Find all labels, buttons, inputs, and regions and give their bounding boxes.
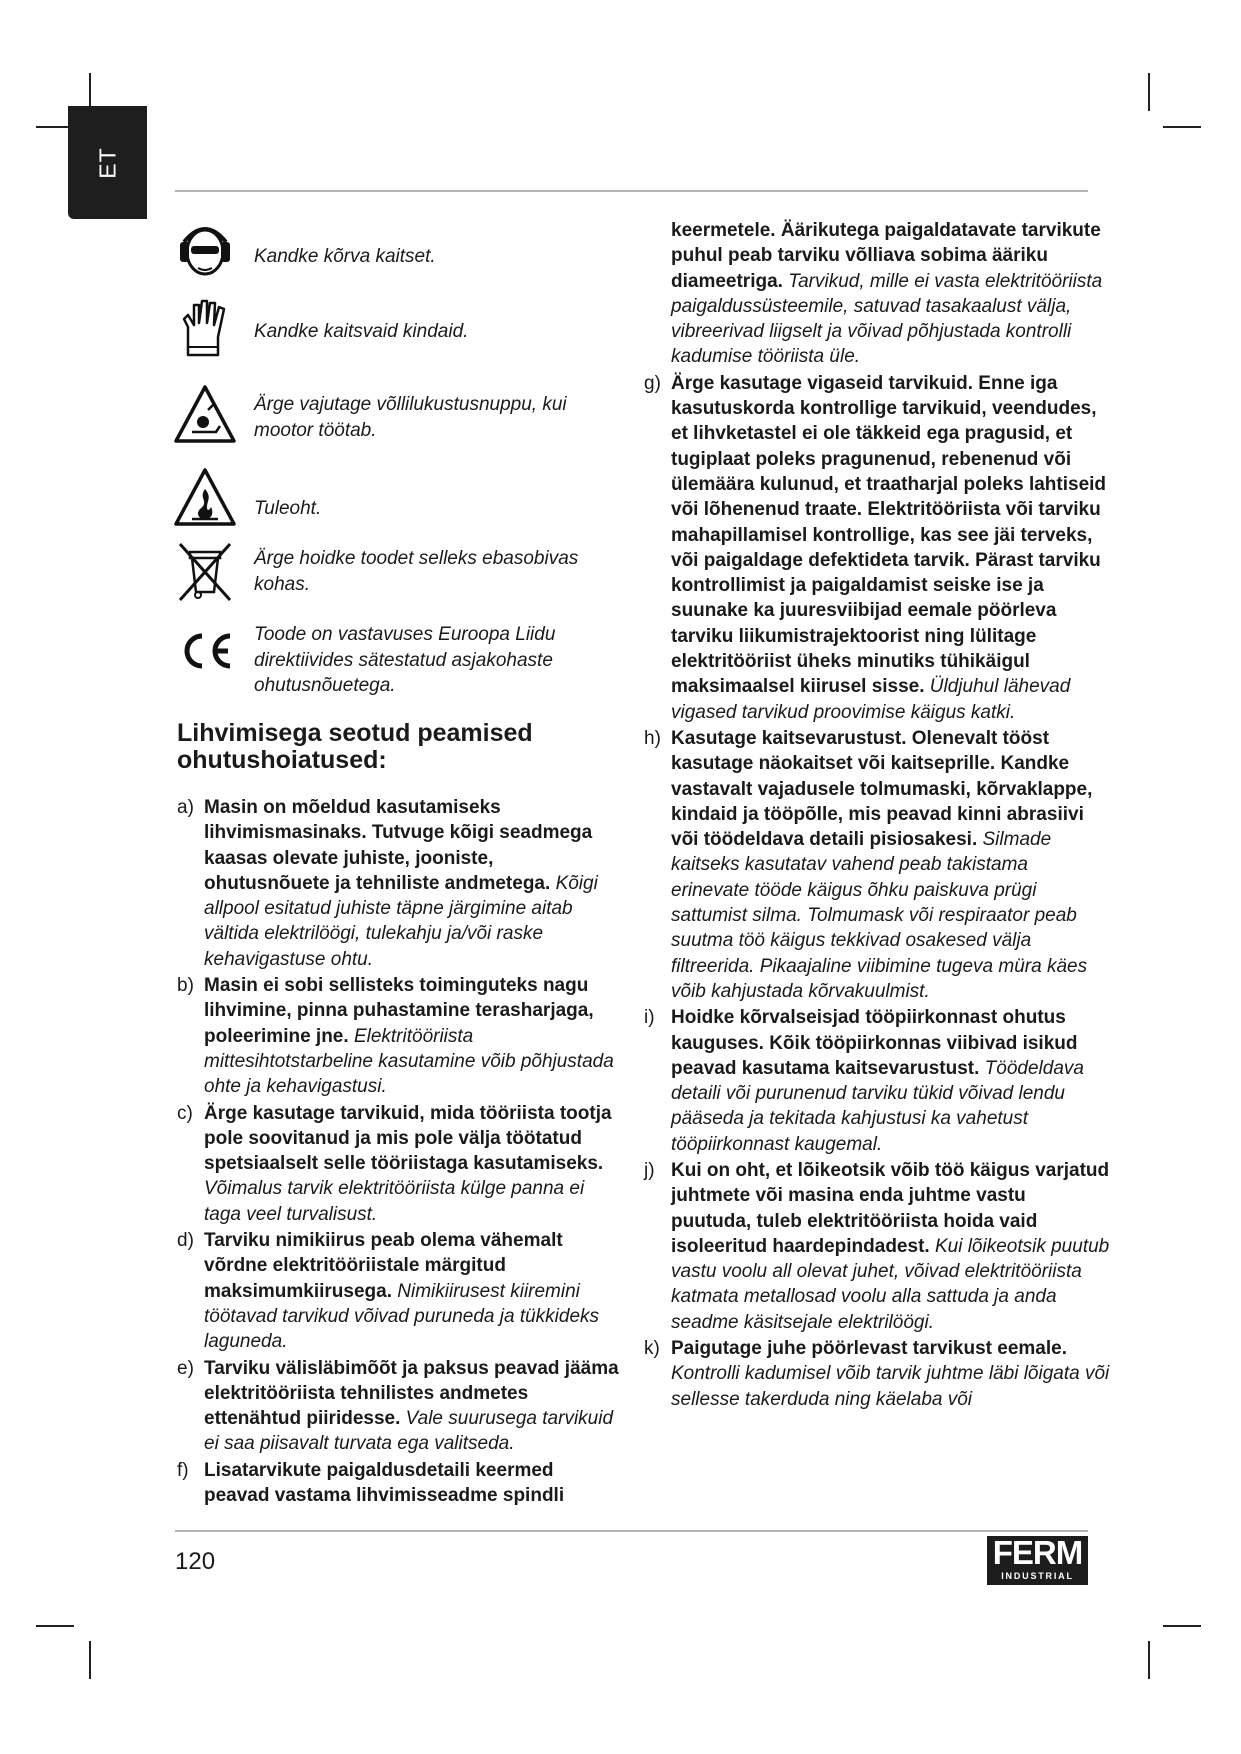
item-label: i) bbox=[644, 1007, 655, 1029]
item-label: c) bbox=[177, 1102, 193, 1124]
item-label: j) bbox=[644, 1159, 655, 1181]
fire-hazard-icon bbox=[174, 467, 236, 529]
icon-caption: Ärge hoidke toodet selleks ebasobivas kohas. bbox=[254, 548, 579, 595]
item-bold: Ärge kasutage tarvikuid, mida tööriista tootja pole soovitanud ja mis pole välja töötatud spetsiaalselt selle tööriistaga kasutamiseks. bbox=[204, 1102, 612, 1175]
left-column bbox=[177, 795, 624, 1508]
item-bold: Masin on mõeldud kasutamiseks lihvimismasinaks. Tutvuge kõigi seadmega kaasas olevate juhiste, jooniste, ohutusnõuete ja tehniliste andmetega. bbox=[204, 797, 593, 894]
item-label: d) bbox=[177, 1230, 194, 1252]
item-label: a) bbox=[177, 797, 194, 818]
crop-mark bbox=[89, 1641, 91, 1679]
item-italic: Elektritööriista mittesihtotstarbeline kasutamine võib põhjustada ohte ja kehavigastusi. bbox=[204, 1025, 614, 1098]
item-italic: Silmade kaitseks kasutatav vahend peab takistama erinevate tööde käigus õhku paiskuva prügi sattumist silma. Tolmumask või respiraator peab suutma töö käigus tekkivad osakesed välja filtreerida. Pikaajaline viibimine tugeva müra käes võib kahjustada kõrvakuulmist. bbox=[671, 829, 1088, 1002]
language-code: ET bbox=[94, 146, 120, 179]
crop-mark bbox=[1148, 1641, 1150, 1679]
item-italic: Töödeldava detaili või purunenud tarviku tükid võivad lendu pääseda ja tekitada kahjustusi ka vahetust tööpiirkonnast kaugemal. bbox=[671, 1057, 1084, 1155]
list-item bbox=[644, 1005, 1111, 1157]
icon-caption: Tuleoht. bbox=[254, 498, 322, 519]
item-label: b) bbox=[177, 975, 194, 997]
page-number: 120 bbox=[175, 1548, 216, 1575]
item-label: g) bbox=[644, 372, 661, 394]
header-rule bbox=[175, 190, 1088, 192]
list-item bbox=[177, 1101, 624, 1227]
list-item bbox=[177, 973, 624, 1099]
list-item bbox=[644, 1158, 1111, 1335]
ear-protection-icon bbox=[174, 222, 236, 284]
item-bold: Kasutage kaitsevarustust. Olenevalt tööst kasutage näokaitset või kaitseprille. Kandke vastavalt vajadusele tolmumaski, kõrvaklappe, kindaid ja tööpõlle, mis peavad kinni abrasiivi või töödeldava detaili pisiosakesi. bbox=[671, 727, 1093, 851]
item-bold: Ärge kasutage vigaseid tarvikuid. Enne iga kasutuskorda kontrollige tarvikuid, veendudes, et lihvketastel ei ole täkkeid ega pragusid, et tugiplaat poleks pragunenud, rebenenud või ülemäära kulunud, et traatharjal poleks lahtiseid või lõhenenud traate. Elektritööriista või tarviku mahapillamisel kontrollige, kas see jäi terveks, või paigaldage defektideta tarvik. Pärast tarviku kontrollimist ja paigaldamist seiske ise ja suunake ka juuresviibijad eemale pöörleva tarviku liikumistrajektoorist ning lülitage elektritööriist üheks minutiks tühikäigul maksimaalsel kiirusel sisse. bbox=[671, 372, 1107, 698]
list-item bbox=[644, 726, 1111, 1004]
icon-caption: Kandke kõrva kaitset. bbox=[254, 246, 436, 267]
icon-caption: Ärge vajutage võllilukustusnuppu, kui mootor töötab. bbox=[254, 394, 567, 441]
language-tab bbox=[68, 106, 147, 219]
icon-caption: Toode on vastavuses Euroopa Liidu direktiivides sätestatud asjakohaste ohutusnõuetega. bbox=[254, 624, 556, 696]
item-label: k) bbox=[644, 1338, 660, 1360]
right-column bbox=[644, 218, 1111, 1412]
crop-mark bbox=[1163, 126, 1201, 128]
item-bold: Kui on oht, et lõikeotsik võib töö käigus varjatud juhtmete või masina enda juhtme vastu puutuda, tuleb elektritööriista hoida vaid isoleeritud haardepindadest. bbox=[671, 1159, 1110, 1257]
icon-caption: Kandke kaitsvaid kindaid. bbox=[254, 321, 469, 342]
spindle-lock-warning-icon bbox=[174, 384, 236, 446]
list-item bbox=[644, 371, 1111, 725]
item-label: f) bbox=[177, 1459, 189, 1481]
item-label: h) bbox=[644, 727, 661, 749]
item-bold: Tarviku nimikiirus peab olema vähemalt võrdne elektritööriistale märgitud maksimumkiirusega. bbox=[204, 1230, 563, 1302]
list-item bbox=[177, 1458, 624, 1509]
list-item bbox=[644, 1336, 1111, 1412]
item-bold: Paigutage juhe pöörlevast tarvikust eemale. bbox=[671, 1338, 1067, 1360]
item-italic: Üldjuhul lähevad vigased tarvikud proovimise käigus katki. bbox=[671, 676, 1071, 723]
item-bold: Lisatarvikute paigaldusdetaili keermed peavad vastama lihvimisseadme spindli bbox=[204, 1459, 565, 1507]
list-item bbox=[177, 1356, 624, 1457]
item-italic: Vale suurusega tarvikuid ei saa piisavalt turvata ega valitseda. bbox=[204, 1408, 614, 1455]
item-bold: keermetele. Äärikutega paigaldatavate tarvikute puhul peab tarviku võlliava sobima ääriku diameetriga. bbox=[671, 220, 1101, 292]
item-bold: Masin ei sobi sellisteks toiminguteks nagu lihvimine, pinna puhastamine terasharjaga, poleerimine jne. bbox=[204, 975, 594, 1047]
wheelie-bin-crossed-icon bbox=[174, 540, 236, 602]
crop-mark bbox=[1148, 73, 1150, 111]
footer-rule bbox=[175, 1530, 1088, 1532]
item-italic: Võimalus tarvik elektritööriista külge panna ei taga veel turvalisust. bbox=[204, 1178, 585, 1225]
section-heading: Lihvimisega seotud peamised ohutushoiatused: bbox=[177, 719, 533, 774]
item-italic: Tarvikud, mille ei vasta elektritööriista paigaldussüsteemile, satuvad tasakaalust välja, vibreerivad liigselt ja võivad põhjustada kontrolli kadumise tööriista üle. bbox=[671, 270, 1103, 368]
list-item-continued bbox=[671, 218, 1111, 370]
logo-sub: INDUSTRIAL bbox=[1001, 1571, 1074, 1581]
item-label: e) bbox=[177, 1357, 194, 1379]
item-italic: Kui lõikeotsik puutub vastu voolu all olevat juhet, võivad elektritööriista katmata metallosad voolu alla sattuda ja anda seadme käsitsejale elektrilöögi. bbox=[671, 1235, 1110, 1333]
item-italic: Kontrolli kadumisel võib tarvik juhtme läbi lõigata või sellesse takerduda ning käelaba või bbox=[671, 1363, 1110, 1410]
logo-main: FERM bbox=[992, 1534, 1083, 1571]
gloves-icon bbox=[174, 297, 236, 359]
item-italic: Nimikiirusest kiiremini töötavad tarvikud võivad puruneda ja tükkideks laguneda. bbox=[204, 1280, 600, 1353]
item-bold: Tarviku välisläbimõõt ja paksus peavad jääma elektritööriista tehnilistes andmetes ettenähtud piiridesse. bbox=[204, 1357, 619, 1430]
list-item bbox=[177, 795, 624, 972]
item-italic: Kõigi allpool esitatud juhiste täpne järgimine aitab vältida elektrilöögi, tulekahju ja/või raske kehavigastuse ohtu. bbox=[204, 872, 598, 970]
ferm-logo bbox=[987, 1536, 1088, 1585]
ce-mark-icon bbox=[174, 620, 236, 682]
list-item bbox=[177, 1228, 624, 1354]
item-bold: Hoidke kõrvalseisjad tööpiirkonnast ohutus kauguses. Kõik tööpiirkonnas viibivad isikud peavad kasutama kaitsevarustust. bbox=[671, 1007, 1078, 1079]
crop-mark bbox=[1163, 1625, 1201, 1627]
crop-mark bbox=[36, 1625, 74, 1627]
